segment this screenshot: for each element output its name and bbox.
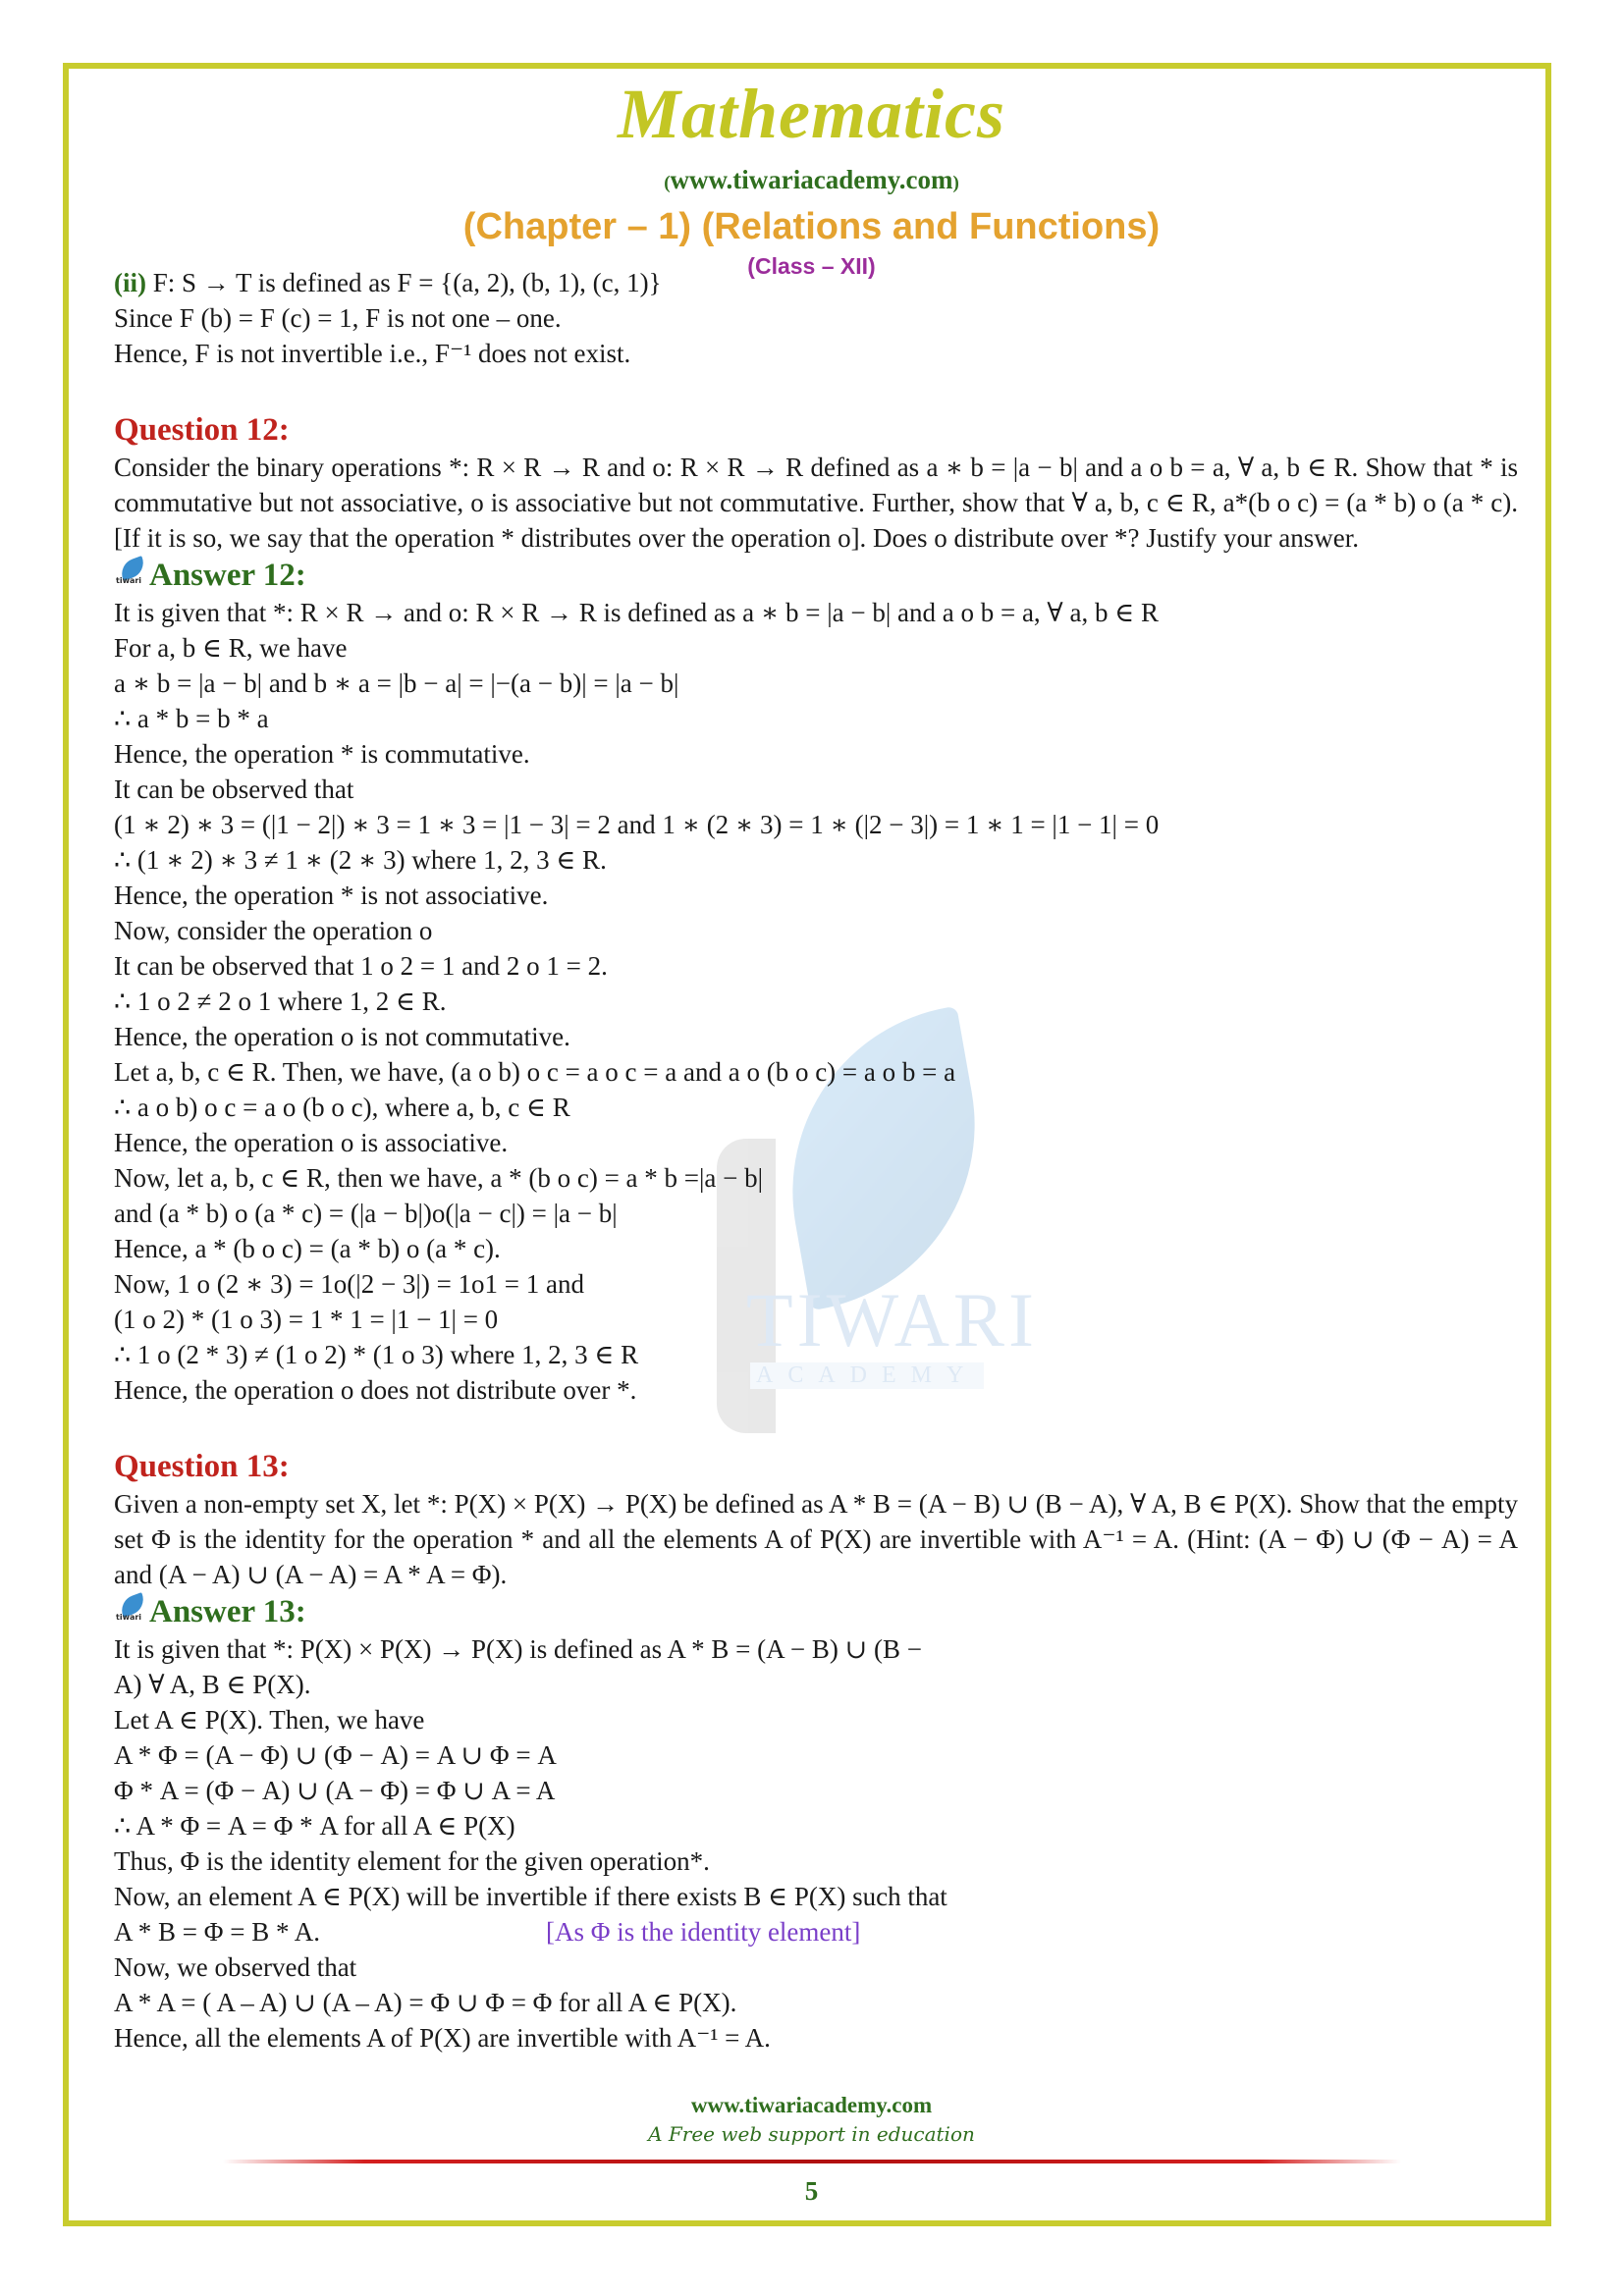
answer-line: Hence, all the elements A of P(X) are invertible with A⁻¹ = A. (114, 2023, 771, 2053)
footer-tagline: A Free web support in education (648, 2122, 975, 2146)
answer-line: ∴ A * Φ = A = Φ * A for all A ∈ P(X) (114, 1811, 515, 1841)
answer-line: A * A = ( A – A) ∪ (A – A) = Φ ∪ Φ = Φ for all A ∈ P(X). (114, 1988, 737, 2017)
answer-12-heading: tiwari Answer 12: (116, 558, 306, 593)
answer-line: It can be observed that (114, 774, 354, 804)
question-13-text: Given a non-empty set X, let *: P(X) × P(X) → P(X) be defined as A * B = (A − B) ∪ (B − A), ∀ A, B ∈ P(X). Show that the empty set Φ is the identity for the operation * and all the elements A of P(X) are invertible with A⁻¹ = A. (Hint: (A − Φ) ∪ (Φ − A) = A and (A − A) ∪ (A − A) = A * A = Φ). (114, 1489, 1518, 1589)
answer-13-body-cont (114, 1949, 1518, 2056)
intro-line: (ii) F: S → T is defined as F = {(a, 2), (b, 1), (c, 1)} (114, 268, 662, 297)
footer-website-link[interactable]: www.tiwariacademy.com (690, 2093, 933, 2117)
identity-note: [As Φ is the identity element] (545, 1917, 861, 1947)
question-12-text: Consider the binary operations *: R × R → R and o: R × R → R defined as a ∗ b = |a − b| and a o b = a, ∀ a, b ∈ R. Show that * is commutative but not associative, o is associative but not commutative. Further, show that ∀ a, b, c ∈ R, a*(b o c) = (a * b) o (a * c). [If it is so, we say that the operation * distributes over the operation o]. Does o distribute over *? Justify your answer. (114, 453, 1518, 553)
class-label: (Class – XII) (747, 253, 876, 279)
answer-line: It is given that *: P(X) × P(X) → P(X) is defined as A * B = (A − B) ∪ (B − (114, 1634, 922, 1664)
answer-line: Now, we observed that (114, 1952, 357, 1982)
tiwari-leaf-icon: tiwari (114, 560, 147, 589)
page-content (114, 265, 1518, 2056)
answer-line: Hence, the operation o is not commutative. (114, 1022, 570, 1051)
answer-line: Hence, a * (b o c) = (a * b) o (a * c). (114, 1234, 501, 1263)
answer-line: Let a, b, c ∈ R. Then, we have, (a o b) o c = a o c = a and a o (b o c) = a o b = a (114, 1057, 956, 1087)
answer-line: Hence, the operation o does not distribute over *. (114, 1375, 637, 1405)
intro-line: Since F (b) = F (c) = 1, F is not one – one. (114, 303, 562, 333)
answer-line: Now, an element A ∈ P(X) will be invertible if there exists B ∈ P(X) such that (114, 1882, 947, 1911)
answer-line: (1 o 2) * (1 o 3) = 1 * 1 = |1 − 1| = 0 (114, 1305, 499, 1334)
watermark-subtext: ACADEMY (750, 1362, 984, 1389)
answer-line: Now, consider the operation o (114, 916, 433, 945)
answer-line: Φ * A = (Φ − A) ∪ (A − Φ) = Φ ∪ A = A (114, 1776, 556, 1805)
page-title: Mathematics (617, 75, 1005, 153)
answer-line: Now, let a, b, c ∈ R, then we have, a * (b o c) = a * b =|a − b| (114, 1163, 764, 1193)
page-number: 5 (804, 2176, 819, 2206)
watermark-text: TIWARI (746, 1277, 1038, 1362)
answer-line: For a, b ∈ R, we have (114, 633, 348, 663)
answer-line: Now, 1 o (2 ∗ 3) = 1o(|2 − 3|) = 1o1 = 1 and (114, 1269, 585, 1299)
answer-line: ∴ a * b = b * a (114, 704, 269, 733)
answer-12-body (114, 595, 1518, 1408)
answer-line: It can be observed that 1 o 2 = 1 and 2 o 1 = 2. (114, 951, 608, 981)
answer-line: ∴ 1 o 2 ≠ 2 o 1 where 1, 2 ∈ R. (114, 987, 447, 1016)
answer-line: Hence, the operation * is commutative. (114, 739, 530, 769)
header-website[interactable]: (www.tiwariacademy.com) (664, 165, 959, 194)
answer-line: Hence, the operation o is associative. (114, 1128, 509, 1157)
question-13-heading: Question 13: (114, 1449, 290, 1484)
answer-13-body (114, 1631, 1518, 1914)
answer-line: ∴ (1 ∗ 2) ∗ 3 ≠ 1 ∗ (2 ∗ 3) where 1, 2, 3 ∈ R. (114, 845, 607, 875)
identity-line: A * B = Φ = B * A. [As Φ is the identity element] (114, 1917, 861, 1947)
answer-line: a ∗ b = |a − b| and b ∗ a = |b − a| = |−(a − b)| = |a − b| (114, 668, 679, 698)
answer-line: It is given that *: R × R → and o: R × R → R is defined as a ∗ b = |a − b| and a o b = a, ∀ a, b ∈ R (114, 598, 1159, 627)
intro-line: Hence, F is not invertible i.e., F⁻¹ does not exist. (114, 339, 631, 368)
answer-line: A) ∀ A, B ∈ P(X). (114, 1670, 311, 1699)
page-footer (0, 2091, 1623, 2211)
chapter-heading: (Chapter – 1) (Relations and Functions) (462, 206, 1161, 247)
answer-line: ∴ a o b) o c = a o (b o c), where a, b, c ∈ R (114, 1093, 570, 1122)
answer-line: A * Φ = (A − Φ) ∪ (Φ − A) = A ∪ Φ = A (114, 1740, 557, 1770)
question-12-heading: Question 12: (114, 412, 290, 448)
page-header (0, 69, 1623, 281)
answer-line: and (a * b) o (a * c) = (|a − b|)o(|a − c|) = |a − b| (114, 1199, 618, 1228)
answer-line: Hence, the operation * is not associative. (114, 881, 549, 910)
answer-line: ∴ 1 o (2 * 3) ≠ (1 o 2) * (1 o 3) where 1, 2, 3 ∈ R (114, 1340, 639, 1369)
answer-13-heading: tiwari Answer 13: (116, 1594, 306, 1629)
answer-line: Let A ∈ P(X). Then, we have (114, 1705, 425, 1735)
tiwari-leaf-icon: tiwari (114, 1596, 147, 1626)
footer-divider (223, 2160, 1401, 2163)
answer-line: Thus, Φ is the identity element for the given operation*. (114, 1846, 710, 1876)
answer-line: (1 ∗ 2) ∗ 3 = (|1 − 2|) ∗ 3 = 1 ∗ 3 = |1 − 3| = 2 and 1 ∗ (2 ∗ 3) = 1 ∗ (|2 − 3|) = 1 ∗ 1 = |1 − 1| = 0 (114, 810, 1160, 839)
